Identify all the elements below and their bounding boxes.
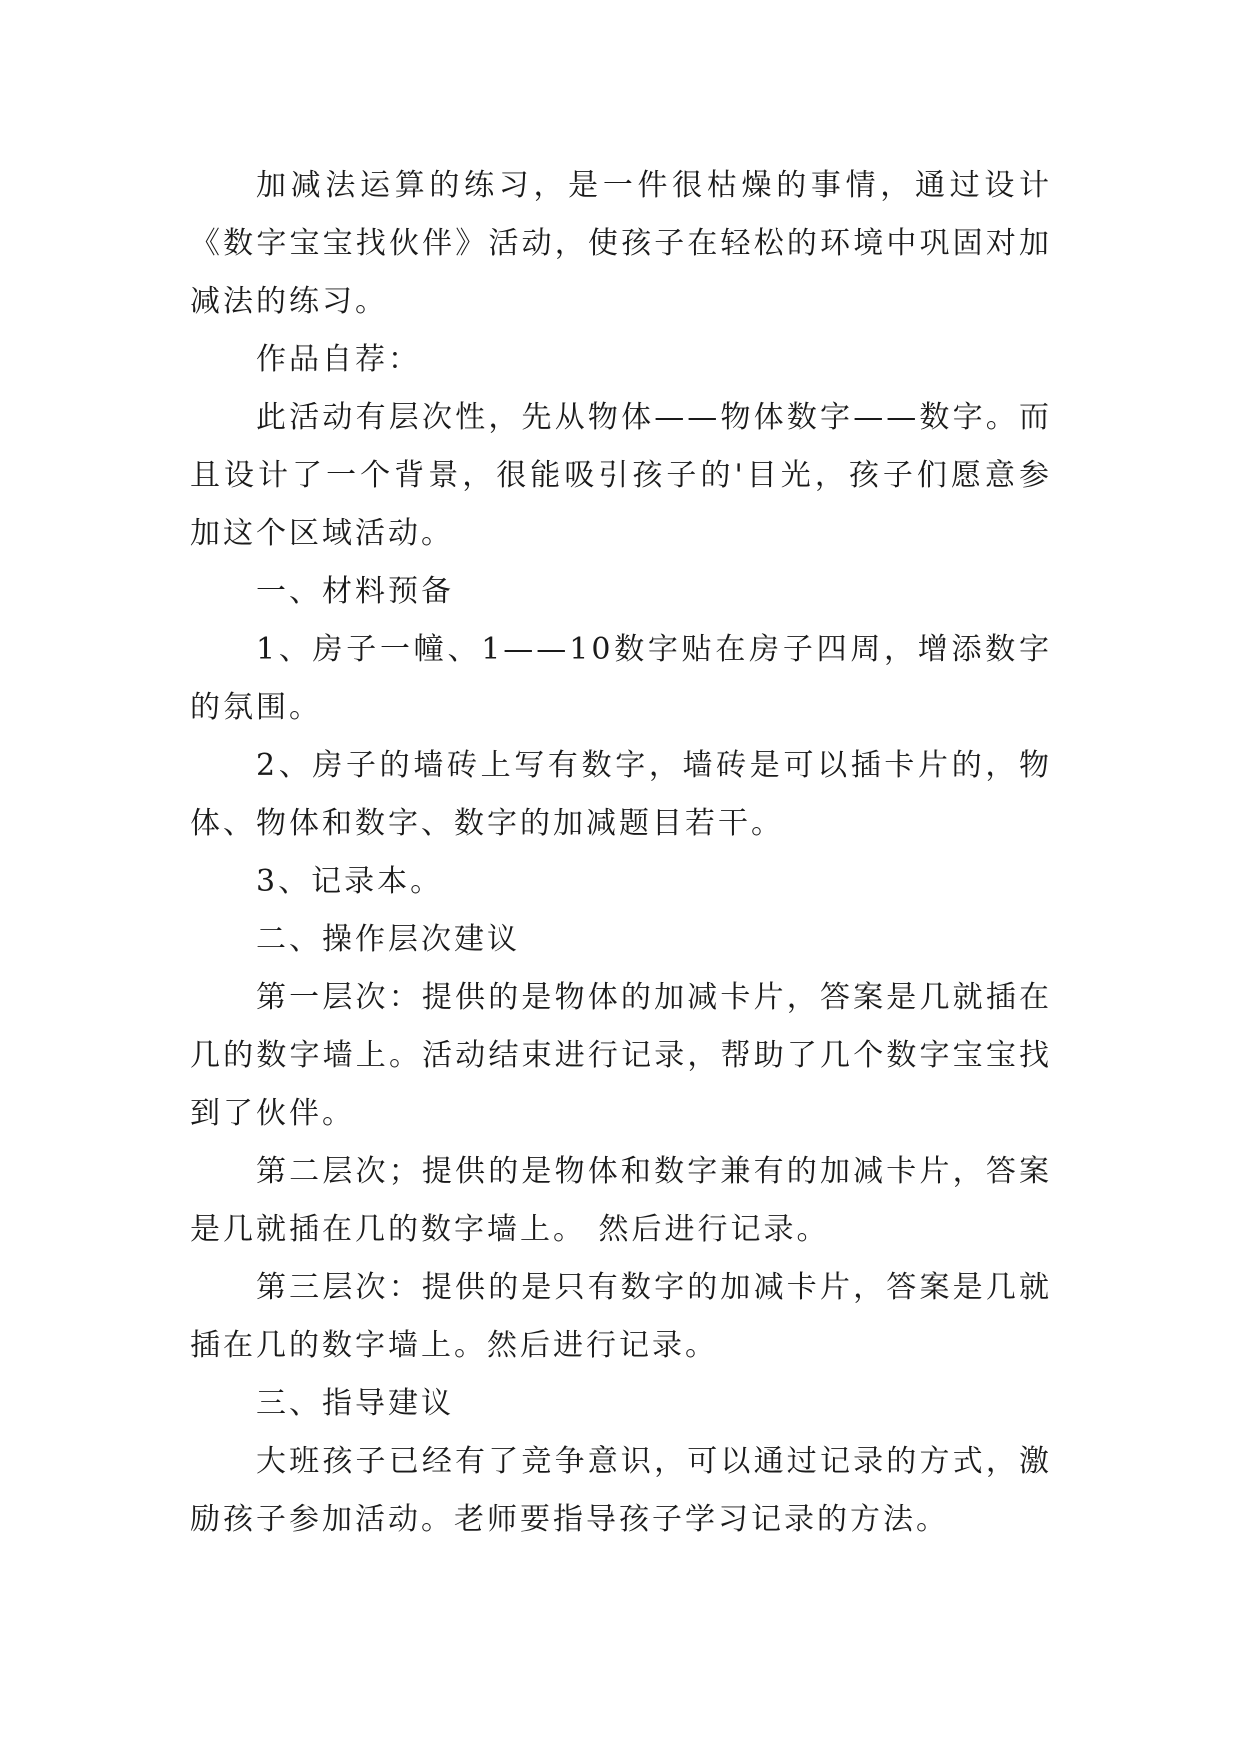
paragraph-self-recommend: 此活动有层次性，先从物体——物体数字——数字。而且设计了一个背景，很能吸引孩子的'目光，孩子们愿意参加这个区域活动。 xyxy=(190,400,1052,551)
section-heading-materials: 一、材料预备 xyxy=(256,574,454,609)
paragraph-material-3: 3、记录本。 xyxy=(256,864,444,899)
section-heading-levels: 二、操作层次建议 xyxy=(256,922,520,957)
paragraph-level-2: 第二层次；提供的是物体和数字兼有的加减卡片，答案是几就插在几的数字墙上。 然后进行记录。 xyxy=(190,1154,1052,1247)
document-body xyxy=(190,157,1052,1549)
paragraph-material-1: 1、房子一幢、1——10数字贴在房子四周，增添数字的氛围。 xyxy=(190,632,1052,725)
paragraph-guidance: 大班孩子已经有了竞争意识，可以通过记录的方式，激励孩子参加活动。老师要指导孩子学习记录的方法。 xyxy=(190,1444,1052,1537)
section-heading-guidance: 三、指导建议 xyxy=(256,1386,454,1421)
paragraph-material-2: 2、房子的墙砖上写有数字，墙砖是可以插卡片的，物体、物体和数字、数字的加减题目若干。 xyxy=(190,748,1052,841)
paragraph-self-recommend-heading: 作品自荐： xyxy=(256,342,421,377)
paragraph-level-3: 第三层次：提供的是只有数字的加减卡片，答案是几就插在几的数字墙上。然后进行记录。 xyxy=(190,1270,1052,1363)
paragraph-level-1: 第一层次：提供的是物体的加减卡片，答案是几就插在几的数字墙上。活动结束进行记录，帮助了几个数字宝宝找到了伙伴。 xyxy=(190,980,1052,1131)
paragraph-intro: 加减法运算的练习，是一件很枯燥的事情，通过设计《数字宝宝找伙伴》活动，使孩子在轻松的环境中巩固对加减法的练习。 xyxy=(190,168,1052,319)
